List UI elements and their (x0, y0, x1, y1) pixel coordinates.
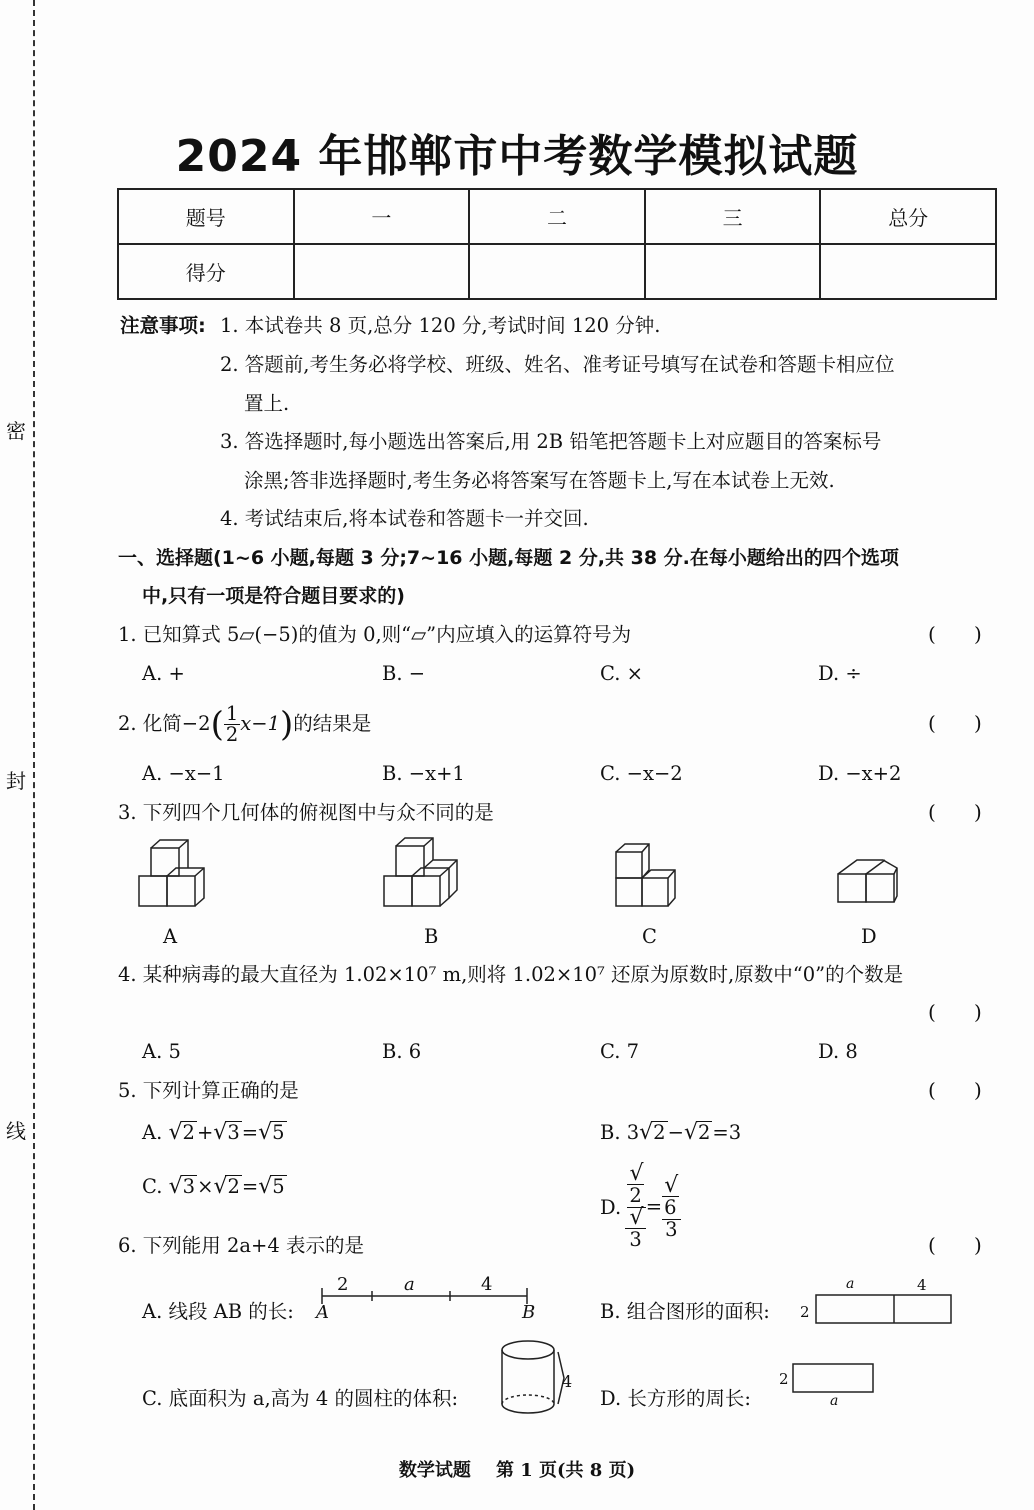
composite-rectangle-diagram (815, 1294, 955, 1326)
margin-label-feng: 封 (6, 769, 26, 793)
score-table-header-row (118, 189, 996, 244)
note-item: 置上. (244, 392, 290, 415)
q5-option-b: B. 3√2 −√2 =3 (600, 1120, 742, 1145)
q1-option-b: B. − (382, 662, 426, 685)
margin-label-mi: 密 (6, 419, 26, 443)
q2-option-c: C. −x−2 (600, 762, 683, 785)
question-5-stem: 5. 下列计算正确的是 (118, 1079, 299, 1102)
score-table (117, 188, 997, 300)
q2-option-b: B. −x+1 (382, 762, 465, 785)
q2-option-d: D. −x+2 (818, 762, 902, 785)
q2-option-a: A. −x−1 (142, 762, 225, 785)
q1-option-c: C. × (600, 662, 643, 685)
score-header-cell: 总分 (820, 189, 996, 244)
q3-label-d: D (861, 925, 877, 948)
rectangle-diagram (792, 1363, 876, 1395)
score-header-cell: 题号 (118, 189, 294, 244)
q4-option-d: D. 8 (818, 1040, 858, 1063)
margin-label-xian: 线 (6, 1119, 26, 1143)
page-title: 2024 年邯郸市中考数学模拟试题 (175, 131, 859, 182)
question-6-stem: 6. 下列能用 2a+4 表示的是 (118, 1234, 364, 1257)
q2-prefix: 2. 化简−2 (118, 712, 211, 735)
answer-blank[interactable]: ( ) (928, 622, 982, 646)
score-cell[interactable] (645, 244, 821, 299)
binding-line (33, 0, 35, 1510)
rect-side-a: a (830, 1393, 839, 1409)
question-4-stem: 4. 某种病毒的最大直径为 1.02×10⁷ m,则将 1.02×10⁷ 还原为原数时,原数中“0”的个数是 (118, 963, 904, 986)
score-header-cell: 三 (645, 189, 821, 244)
score-cell[interactable] (469, 244, 645, 299)
q3-label-c: C (642, 925, 657, 948)
score-cell[interactable] (820, 244, 996, 299)
seg-label-a: a (404, 1274, 415, 1295)
q4-option-c: C. 7 (600, 1040, 640, 1063)
answer-blank[interactable]: ( ) (928, 711, 982, 735)
cylinder-height-label: 4 (562, 1372, 573, 1391)
question-3-stem: 3. 下列四个几何体的俯视图中与众不同的是 (118, 801, 494, 824)
q6-option-a-text: A. 线段 AB 的长: (142, 1300, 294, 1323)
q2-suffix: 的结果是 (293, 712, 372, 735)
q5-option-a: A. √2 +√3 =√5 (142, 1120, 285, 1145)
seg-label-B: B (522, 1302, 536, 1323)
answer-blank[interactable]: ( ) (928, 1000, 982, 1024)
q3-label-b: B (424, 925, 439, 948)
note-item: 2. 答题前,考生务必将学校、班级、姓名、准考证号填写在试卷和答题卡相应位 (220, 353, 895, 376)
rect-label-2: 2 (800, 1303, 810, 1321)
solid-figure-d (835, 852, 915, 922)
q4-option-b: B. 6 (382, 1040, 422, 1063)
note-item: 3. 答选择题时,每小题选出答案后,用 2B 铅笔把答题卡上对应题目的答案标号 (220, 430, 882, 453)
answer-blank[interactable]: ( ) (928, 800, 982, 824)
seg-label-4: 4 (481, 1274, 493, 1295)
rect-side-2: 2 (779, 1370, 789, 1388)
solid-figure-a (136, 836, 216, 916)
section-heading: 一、选择题(1~6 小题,每题 3 分;7~16 小题,每题 2 分,共 38 分.在每小题给出的四个选项 (118, 547, 899, 569)
seg-label-2: 2 (337, 1274, 349, 1295)
page-footer: 数学试题 第 1 页(共 8 页) (398, 1460, 636, 1481)
solid-figure-b (381, 836, 461, 916)
q1-option-d: D. ÷ (818, 662, 862, 685)
q5-option-c: C. √3 ×√2 =√5 (142, 1174, 285, 1199)
question-2-stem: 2. 化简−2( $\frac{1}{2}$ x−1)的结果是 (118, 702, 372, 746)
score-cell[interactable] (294, 244, 470, 299)
q4-option-a: A. 5 (142, 1040, 181, 1063)
score-header-cell: 二 (469, 189, 645, 244)
q6-option-b-text: B. 组合图形的面积: (600, 1300, 770, 1323)
notes-label: 注意事项: (120, 314, 206, 337)
q5-option-d: D. √ 2 √ 3 = √ 6 3 (600, 1164, 681, 1251)
note-item: 涂黑;答非选择题时,考生务必将答案写在答题卡上,写在本试卷上无效. (244, 469, 835, 492)
q1-option-a: A. + (142, 662, 185, 685)
answer-blank[interactable]: ( ) (928, 1233, 982, 1257)
note-item: 4. 考试结束后,将本试卷和答题卡一并交回. (220, 507, 589, 530)
q2-inner: x−1 (240, 712, 280, 735)
question-1-stem: 1. 已知算式 5▱(−5)的值为 0,则“▱”内应填入的运算符号为 (118, 623, 632, 646)
score-table-score-row (118, 244, 996, 299)
q6-option-d-text: D. 长方形的周长: (600, 1387, 751, 1410)
score-header-cell: 一 (294, 189, 470, 244)
seg-label-A: A (316, 1302, 329, 1323)
q6-option-c-text: C. 底面积为 a,高为 4 的圆柱的体积: (142, 1387, 459, 1410)
solid-figure-c (613, 842, 693, 922)
score-row-label: 得分 (118, 244, 294, 299)
q2-fraction: $\frac{1}{2}$ (225, 702, 239, 746)
rect-label-4: 4 (917, 1276, 927, 1294)
rect-label-a: a (846, 1276, 855, 1292)
note-item: 1. 本试卷共 8 页,总分 120 分,考试时间 120 分钟. (220, 314, 661, 337)
q3-label-a: A (163, 925, 178, 948)
section-heading-cont: 中,只有一项是符合题目要求的) (142, 585, 405, 607)
answer-blank[interactable]: ( ) (928, 1078, 982, 1102)
